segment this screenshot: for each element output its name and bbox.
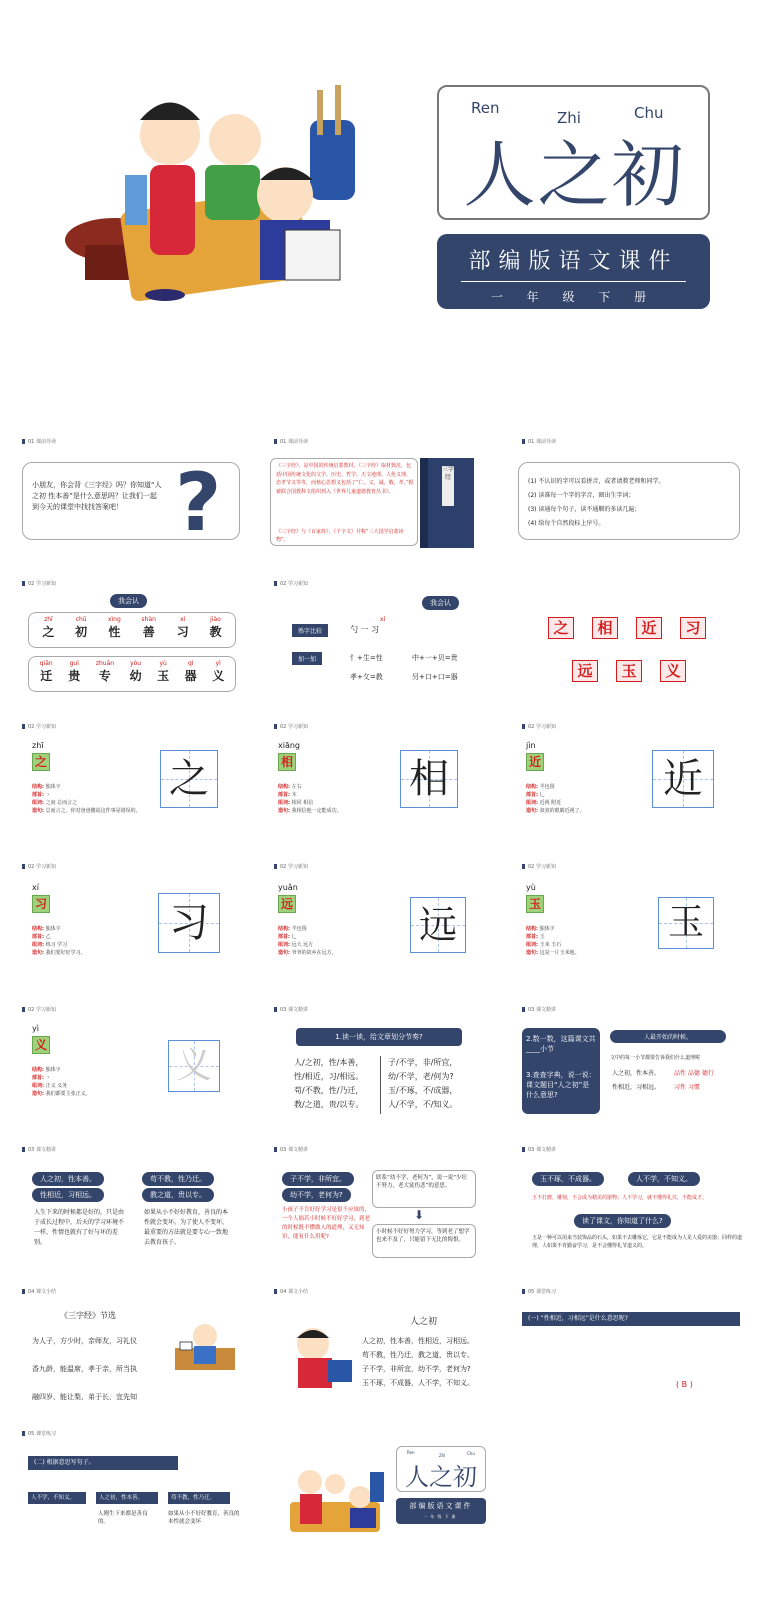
verse-pill: 人不学，不知义。 [628, 1172, 700, 1186]
pinyin: jìn [526, 741, 536, 750]
label: 造句: [32, 808, 44, 814]
grid-glyph: 玉 [667, 902, 704, 943]
radical: 木 [291, 792, 297, 798]
grid-char [658, 897, 714, 949]
words: 远大 远方 [291, 942, 314, 948]
pinyin: shàn [141, 616, 156, 623]
slide-tag: 02 学习新知 [522, 723, 556, 730]
explanation: 玉不打磨，雕刻，不会成为精美的器物；人不学习，就不懂得礼仪，不能成才。 [532, 1195, 708, 1201]
meaning: 如果从小不好好教育，善良的本性就会变坏 [168, 1511, 240, 1525]
summary-line: 苟不教，性乃迁，教之道，贵以专。 [362, 1351, 474, 1359]
add-1b: 中+一+贝=贵 [412, 654, 458, 662]
grid-char [168, 1040, 220, 1092]
char-box: 习 [32, 895, 50, 913]
study-child-illustration [170, 1318, 240, 1380]
structure: 半包围 [539, 784, 555, 790]
answer-bar: 人之初，性本善。 [96, 1492, 158, 1504]
slide-explain-3 [510, 1138, 750, 1258]
sanzijing-text: 《三字经》，是中国的传统启蒙教材。《三字经》取材典范，包括中国传统文化的文学、历史、哲学、天文地理、人伦义理、忠孝节义等等，而核心思想又包括了“仁，义，诚，敬，孝。”据被联合国教科文组织列入《世界儿童道德教育丛书》。 [276, 463, 414, 495]
slide-exercise-2 [10, 1422, 250, 1542]
badge-recognize: 我会认 [422, 596, 459, 610]
words: 之间 总而言之 [45, 800, 78, 806]
answer: 小时候不好好努力学习，等到老了想学也来不及了，只能留下无比的悔恨。 [376, 1229, 470, 1243]
char: 之 [42, 625, 55, 639]
excerpt-title: 《三字经》节选 [60, 1311, 116, 1320]
pinyin: qiān [39, 660, 53, 667]
sentence: 总而言之，你对爸爸撒谎这件事是错误的。 [45, 808, 141, 814]
slide-end [262, 1422, 502, 1542]
cover-subtitle-bar [437, 234, 710, 309]
grid-char [400, 750, 458, 808]
sentence: 我们要好好学习。 [45, 950, 86, 956]
char: 玉 [157, 669, 170, 683]
slide-rhythm [262, 998, 502, 1118]
char: 迁 [40, 669, 53, 683]
sentence: 爷爷的故乡在远方。 [291, 950, 337, 956]
end-title-box [396, 1446, 486, 1492]
intro-text: 小朋友，你会背《三字经》吗？你知道“人之初 性本善”是什么意思吗？让我们一起到今天的课堂中找找答案吧！ [32, 481, 162, 511]
slide-explain-2 [262, 1138, 502, 1258]
verse-line: 子/不学，非/所宜， [388, 1058, 458, 1067]
pinyin: zhī [32, 741, 44, 750]
grid-char [652, 750, 714, 808]
end-title: 人之初 [405, 1463, 477, 1491]
exercise-answer: ( B ) [676, 1380, 693, 1389]
children-reading-illustration [55, 80, 385, 320]
char-box: 近 [526, 753, 544, 771]
slide-tag: 02 学习新知 [274, 723, 308, 730]
verse-line: 性/相近，习/相远。 [294, 1072, 364, 1081]
cover-slide [0, 0, 780, 390]
label-add: 加一加 [292, 652, 322, 665]
verse-pill: 玉不琢，不成器。 [532, 1172, 604, 1186]
structure: 独体字 [45, 1067, 61, 1073]
slide-char-jin [510, 715, 750, 835]
summary-line: 玉不琢，不成器，人不学，不知义。 [362, 1379, 474, 1387]
sanzijing-book [420, 458, 474, 548]
slide-tag: 02 学习新知 [22, 863, 56, 870]
radical: 辶 [539, 792, 545, 798]
meaning: 人刚生下来都是善良的。 [98, 1511, 148, 1525]
slide-tag: 03 课文精讲 [522, 1146, 556, 1153]
char: 专 [98, 669, 111, 683]
end-subtitle-bar [396, 1498, 486, 1524]
pinyin: yòu [130, 660, 142, 667]
structure: 左右 [291, 784, 302, 790]
grid-char [158, 893, 220, 953]
words: 相同 相信 [291, 800, 314, 806]
label: 结构: [32, 784, 44, 790]
slide-tag: 03 课文精讲 [274, 1006, 308, 1013]
exercise-question: (一) “性相近，习相远”是什么意思呢? [522, 1312, 740, 1326]
label: 结构: [278, 784, 290, 790]
label: 部首: [32, 792, 44, 798]
pinyin: yù [526, 883, 536, 892]
arrow-down-icon: ⬇ [414, 1208, 425, 1222]
verse-line: 玉/不琢，不/成器， [388, 1086, 458, 1095]
verse-line: 人/不学，不/知义。 [388, 1100, 458, 1109]
slide-tag: 03 课文精讲 [274, 1146, 308, 1153]
explanation: 如果从小不好好教育，善良的本性就会变坏。为了使人不变坏，最重要的方法就是要专心一致地去教育孩子。 [144, 1209, 229, 1246]
label: 结构: [278, 926, 290, 932]
radical: 乙 [45, 934, 51, 940]
pinyin: zhuān [95, 660, 115, 667]
pinyin: Chu [467, 1451, 475, 1456]
answer-bar: 人不学，不知义。 [28, 1492, 86, 1504]
add-2a: 孝+攵=教 [350, 673, 383, 681]
verse-pill: 幼不学，老何为? [282, 1188, 351, 1202]
char: 初 [75, 625, 88, 639]
pinyin: guì [69, 660, 79, 667]
cover-title: 人之初 [463, 133, 686, 217]
char-row-2 [32, 660, 232, 684]
verse-pill: 教之道，贵以专。 [142, 1188, 214, 1202]
char: 教 [209, 625, 222, 639]
verse-pill: 子不学，非所宜。 [282, 1172, 354, 1186]
slide-tag: 05 课堂练习 [522, 1288, 556, 1295]
pinyin: Zhi [439, 1453, 446, 1458]
pinyin: jiào [210, 616, 221, 623]
rhythm-right [388, 1056, 457, 1112]
excerpt-line: 融四岁，能让梨，弟于长，宜先知 [32, 1393, 137, 1400]
sentence: 这是一片玉米地。 [539, 950, 580, 956]
sanzijing-text2: 《三字经》与《百家姓》，《千字文》并称“三大国学启蒙读物”。 [276, 529, 404, 543]
label: 造句: [526, 808, 538, 814]
slide-tag: 04 课文小结 [274, 1288, 308, 1295]
answer-pill: 人最开始的时候。 [610, 1030, 726, 1043]
label: 组词: [32, 942, 44, 948]
char: 义 [212, 669, 225, 683]
label: 造句: [526, 950, 538, 956]
slide-char-xi [10, 855, 250, 975]
add-2b: 叧+口+口=器 [412, 673, 458, 681]
excerpt-line: 为人子，方少时，亲师友，习礼仪 [32, 1337, 137, 1345]
cover-title-box [437, 85, 710, 220]
verse-line: 教/之道，贵/以专。 [294, 1100, 364, 1109]
step-3: (3) 读通每个句子，读不通顺的多读几遍； [528, 506, 641, 513]
radical: 玉 [539, 934, 545, 940]
slide-tag: 03 课文精讲 [522, 1006, 556, 1013]
pinyin-ren: Ren [471, 99, 500, 117]
sentence: 我相信他一定能成功。 [291, 808, 342, 814]
step-2: (2) 读准每一个字的字音，圈出生字词； [528, 492, 635, 499]
verse-pill: 性相近，习相远。 [32, 1188, 104, 1202]
label: 组词: [278, 942, 290, 948]
label: 造句: [32, 950, 44, 956]
badge-recognize: 我会认 [110, 594, 147, 608]
card-char: 远 [572, 660, 598, 682]
verse-pill: 人之初，性本善。 [32, 1172, 104, 1186]
card-char: 玉 [616, 660, 642, 682]
slide-char-xiang [262, 715, 502, 835]
label: 部首: [32, 1075, 44, 1081]
verse-line: 苟/不教，性/乃迁， [294, 1086, 364, 1095]
slide-explain-1 [10, 1138, 250, 1258]
summary-title: 人之初 [410, 1317, 438, 1327]
slide-char-compare [262, 572, 502, 692]
char: 习 [176, 625, 189, 639]
char: 幼 [129, 669, 142, 683]
verse-pill: 苟不教，性乃迁。 [142, 1172, 214, 1186]
slide-tag: 04 课文小结 [22, 1288, 56, 1295]
slide-summary-excerpt [10, 1280, 250, 1400]
pinyin: yì [215, 660, 221, 667]
lesson-answer-1: 品性 品德 德行 [674, 1070, 714, 1077]
label: 组词: [526, 800, 538, 806]
label: 部首: [32, 934, 44, 940]
slide-exercise-1 [510, 1280, 750, 1400]
label: 部首: [278, 792, 290, 798]
label: 结构: [32, 926, 44, 932]
grid-glyph: 之 [169, 756, 209, 802]
label: 部首: [526, 934, 538, 940]
label: 结构: [526, 784, 538, 790]
cmp-text: 勺 一 习 [350, 625, 380, 634]
sentence: 我们都要主张正义。 [45, 1091, 91, 1097]
reading-child-illustration [278, 1322, 358, 1394]
char-box: 玉 [526, 895, 544, 913]
cover-grade: 一 年 级 下 册 [490, 290, 657, 304]
pinyin: xí [180, 616, 186, 623]
slide-tag: 02 学习新知 [22, 580, 56, 587]
explanation: 小孩子不肯好好学习是很不应该的，一个人倘若小时候不好好学习，到老的时候既不懂做人的道理，又无知识，能有什么用呢? [282, 1207, 371, 1240]
pinyin: Ren [407, 1450, 415, 1455]
card-char: 之 [548, 617, 574, 639]
char-box: 远 [278, 895, 296, 913]
char: 善 [142, 625, 155, 639]
grid-char [410, 897, 466, 953]
grid-glyph: 习 [169, 900, 209, 946]
slide-tag: 03 课文精讲 [22, 1146, 56, 1153]
meaning-question: 3.查查字典，说一说：课文题目“人之初”是什么意思? [526, 1071, 596, 1099]
excerpt-line: 香九龄，能温席，孝于亲，所当执 [32, 1365, 137, 1373]
slide-char-yuan [262, 855, 502, 975]
exercise-question: (二) 根据意思写句子。 [28, 1456, 178, 1470]
lesson-line-2: 性相近，习相远。 [612, 1084, 661, 1091]
slide-char-yi [10, 998, 250, 1118]
pinyin-zhi: Zhi [557, 109, 581, 127]
pinyin-chu: Chu [634, 104, 664, 122]
card-char: 相 [592, 617, 618, 639]
label: 结构: [32, 1067, 44, 1073]
sentence: 叔叔的眼睛近视了。 [539, 808, 585, 814]
char-box: 相 [278, 753, 296, 771]
slide-tag: 02 学习新知 [22, 1006, 56, 1013]
verse-line: 人/之初，性/本善， [294, 1058, 364, 1067]
words: 练习 学习 [45, 942, 68, 948]
pinyin: xiāng [278, 741, 301, 750]
radical: 丶 [45, 792, 51, 798]
slide-intro-question [10, 430, 250, 550]
summary-line: 子不学，非所宜，幼不学，老何为? [362, 1365, 471, 1373]
explanation: 人生下来的时候都是好的，只是由于成长过程中，后天的学习环境不一样，性情也就有了好与坏的差别。 [34, 1209, 125, 1246]
label: 组词: [278, 800, 290, 806]
cmp-pinyin: xí [380, 616, 386, 623]
slide-tag: 01 课前导读 [22, 438, 56, 445]
grid-glyph: 远 [418, 903, 457, 947]
char: 器 [184, 669, 197, 683]
slide-tag: 02 学习新知 [274, 580, 308, 587]
end-illustration [270, 1452, 390, 1540]
radical: 辶 [291, 934, 297, 940]
structure: 独体字 [539, 926, 555, 932]
question-mark-icon: ? [175, 456, 222, 549]
pinyin: yì [32, 1024, 39, 1033]
slide-tag: 02 学习新知 [522, 863, 556, 870]
slide-sanzijing-intro [262, 430, 502, 550]
lesson-answer-2: 习性 习惯 [674, 1084, 700, 1091]
words: 正义 义务 [45, 1083, 68, 1089]
pinyin: yuǎn [278, 883, 298, 892]
structure: 独体字 [45, 784, 61, 790]
label: 部首: [526, 792, 538, 798]
explanation: 玉是一种可以用来当装饰品的石头，如果不去雕琢它，它是不能成为人见人爱的美器；同样的道理，人如果不肯勤奋学习，是不会懂得礼节道义的。 [532, 1235, 743, 1249]
card-char: 习 [680, 617, 706, 639]
step-4: (4) 给每个自然段标上序号。 [528, 520, 605, 527]
radical: 丶 [45, 1075, 51, 1081]
label: 造句: [278, 950, 290, 956]
pinyin: zhī [44, 616, 53, 623]
char: 贵 [68, 669, 81, 683]
grid-glyph: 近 [663, 756, 703, 802]
prompt: 联系“幼不学，老何为”，说一说“少壮不努力，老大徒伤悲”的意思。 [376, 1175, 468, 1189]
pinyin: yù [159, 660, 167, 667]
answer-bar: 苟不教，性乃迁。 [168, 1492, 230, 1504]
pinyin: xí [32, 883, 39, 892]
grid-char [160, 750, 218, 808]
card-char: 近 [636, 617, 662, 639]
question-pill: 读了课文，你知道了什么? [574, 1214, 671, 1228]
pinyin: qì [187, 660, 194, 667]
structure: 独体字 [45, 926, 61, 932]
end-grade: 一年级下册 [423, 1514, 459, 1519]
summary-line: 人之初，性本善，性相近，习相远。 [362, 1337, 474, 1345]
label-compare: 熟字比较 [292, 624, 328, 637]
slide-char-yu [510, 855, 750, 975]
label: 组词: [526, 942, 538, 948]
pinyin: xìng [107, 616, 121, 623]
label: 造句: [278, 808, 290, 814]
label: 部首: [278, 934, 290, 940]
count-question: 2.数一数，这篇课文共____小节 [526, 1035, 596, 1053]
slide-summary-text [262, 1280, 502, 1400]
cover-subtitle: 部编版语文课件 [468, 249, 679, 274]
lesson-question: 文中的每一小节都要告诉我们什么道理呢 [610, 1055, 701, 1061]
grid-glyph: 相 [409, 756, 449, 802]
label: 组词: [32, 1083, 44, 1089]
book-title: 三字经 [442, 466, 454, 506]
lesson-line-1: 人之初，性本善， [612, 1070, 661, 1077]
pinyin: chū [75, 616, 87, 623]
card-char: 义 [660, 660, 686, 682]
label: 造句: [32, 1091, 44, 1097]
words: 近视 附近 [539, 800, 562, 806]
rhythm-left [294, 1056, 363, 1112]
char: 性 [108, 625, 121, 639]
slide-reading-steps [510, 430, 750, 550]
slide-count-sections [510, 998, 750, 1118]
label: 结构: [526, 926, 538, 932]
words: 玉米 玉石 [539, 942, 562, 948]
char-box: 义 [32, 1036, 50, 1054]
slide-tag: 05 课堂练习 [22, 1430, 56, 1437]
slide-char-cards [510, 572, 750, 692]
step-1: (1) 不认识的字可以看拼音，或者请教老师和同学。 [528, 478, 665, 485]
slide-tag: 02 学习新知 [274, 863, 308, 870]
structure: 半包围 [291, 926, 307, 932]
label: 组词: [32, 800, 44, 806]
rhythm-heading: 1.读一读，给文章划分节奏? [296, 1028, 462, 1046]
grid-glyph: 义 [175, 1045, 212, 1086]
char-box: 之 [32, 753, 50, 771]
end-subtitle: 部编版语文课件 [409, 1502, 473, 1510]
slide-tag: 01 课前导读 [522, 438, 556, 445]
slide-char-zhi [10, 715, 250, 835]
slide-tag: 01 课前导读 [274, 438, 308, 445]
slide-recognize-chars [10, 572, 250, 692]
add-1a: 忄+生=性 [350, 654, 383, 662]
slide-tag: 02 学习新知 [22, 723, 56, 730]
verse-line: 幼/不学，老/何为? [388, 1072, 454, 1081]
char-row-1 [32, 616, 232, 640]
